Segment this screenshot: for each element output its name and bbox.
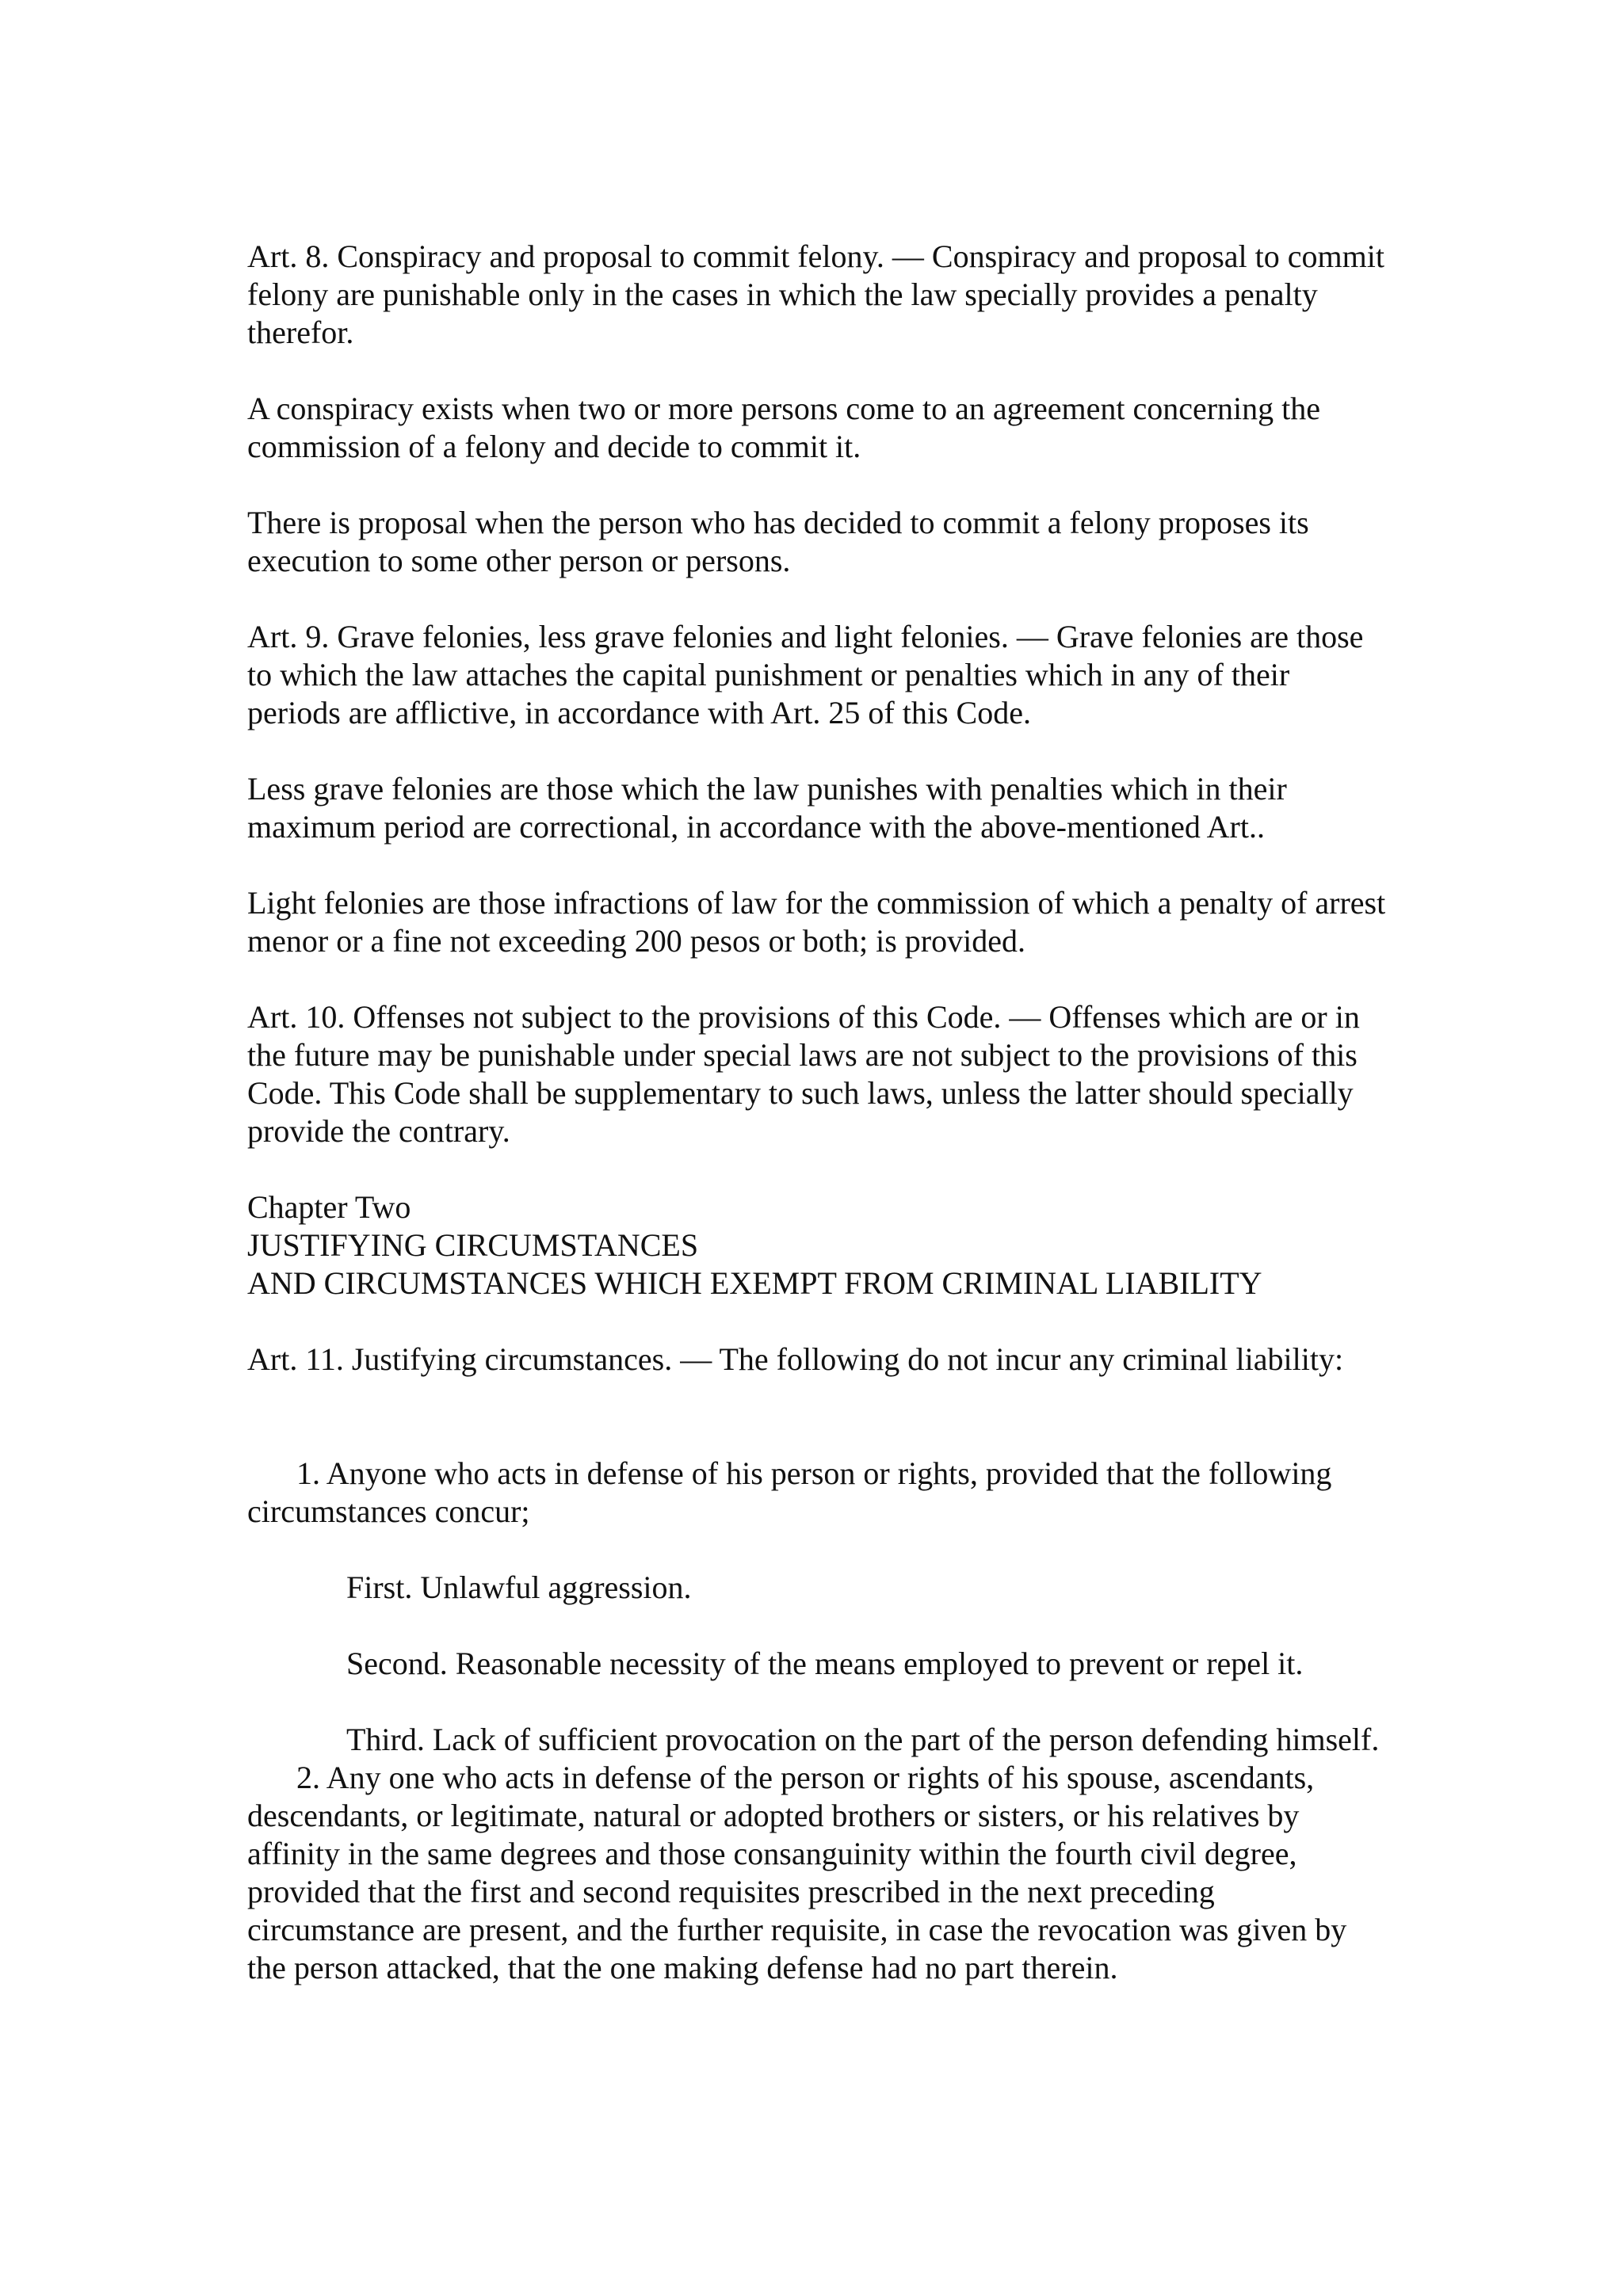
document-body bbox=[247, 238, 1388, 1987]
art9-paragraph-3: Light felonies are those infractions of law for the commission of which a penalty of arrest menor or a fine not exceeding 200 pesos or both; is provided. bbox=[247, 885, 1386, 959]
chapter-heading bbox=[247, 1188, 1388, 1302]
art8-paragraph-3: There is proposal when the person who has decided to commit a felony proposes its execution to some other person or persons. bbox=[247, 505, 1309, 578]
art11-item-1: 1. Anyone who acts in defense of his person or rights, provided that the following circumstances concur; bbox=[247, 1455, 1332, 1529]
chapter-number: Chapter Two bbox=[247, 1189, 411, 1225]
art11-item-2: 2. Any one who acts in defense of the person or rights of his spouse, ascendants, descendants, or legitimate, natural or adopted brothers or sisters, or his relatives by affinity in the same degrees and those consanguinity within the fourth civil degree, provided that the first and second requisites prescribed in the next preceding circumstance are present, and the further requisite, in case the revocation was given by the person attacked, that the one making defense had no part therein. bbox=[247, 1760, 1347, 1985]
art11-intro: Art. 11. Justifying circumstances. — The following do not incur any criminal liability: bbox=[247, 1341, 1344, 1377]
art9-paragraph-1: Art. 9. Grave felonies, less grave felonies and light felonies. — Grave felonies are those to which the law attaches the capital punishment or penalties which in any of their periods are afflictive, in accordance with Art. 25 of this Code. bbox=[247, 619, 1364, 730]
art11-item-1-second: Second. Reasonable necessity of the means employed to prevent or repel it. bbox=[346, 1646, 1304, 1681]
chapter-title-line-2: AND CIRCUMSTANCES WHICH EXEMPT FROM CRIMINAL LIABILITY bbox=[247, 1265, 1262, 1301]
art11-item-1-first: First. Unlawful aggression. bbox=[346, 1569, 692, 1605]
art9-paragraph-2: Less grave felonies are those which the law punishes with penalties which in their maximum period are correctional, in accordance with the above-mentioned Art.. bbox=[247, 771, 1287, 845]
art8-paragraph-2: A conspiracy exists when two or more persons come to an agreement concerning the commission of a felony and decide to commit it. bbox=[247, 391, 1321, 464]
chapter-title-line-1: JUSTIFYING CIRCUMSTANCES bbox=[247, 1227, 699, 1263]
art10-paragraph: Art. 10. Offenses not subject to the provisions of this Code. — Offenses which are or in the future may be punishable under special laws are not subject to the provisions of this Code. This Code shall be supplementary to such laws, unless the latter should specially provide the contrary. bbox=[247, 999, 1360, 1149]
art8-paragraph-1: Art. 8. Conspiracy and proposal to commit felony. — Conspiracy and proposal to commit felony are punishable only in the cases in which the law specially provides a penalty therefor. bbox=[247, 238, 1384, 350]
art11-item-1-third: Third. Lack of sufficient provocation on the part of the person defending himself. bbox=[346, 1722, 1380, 1757]
